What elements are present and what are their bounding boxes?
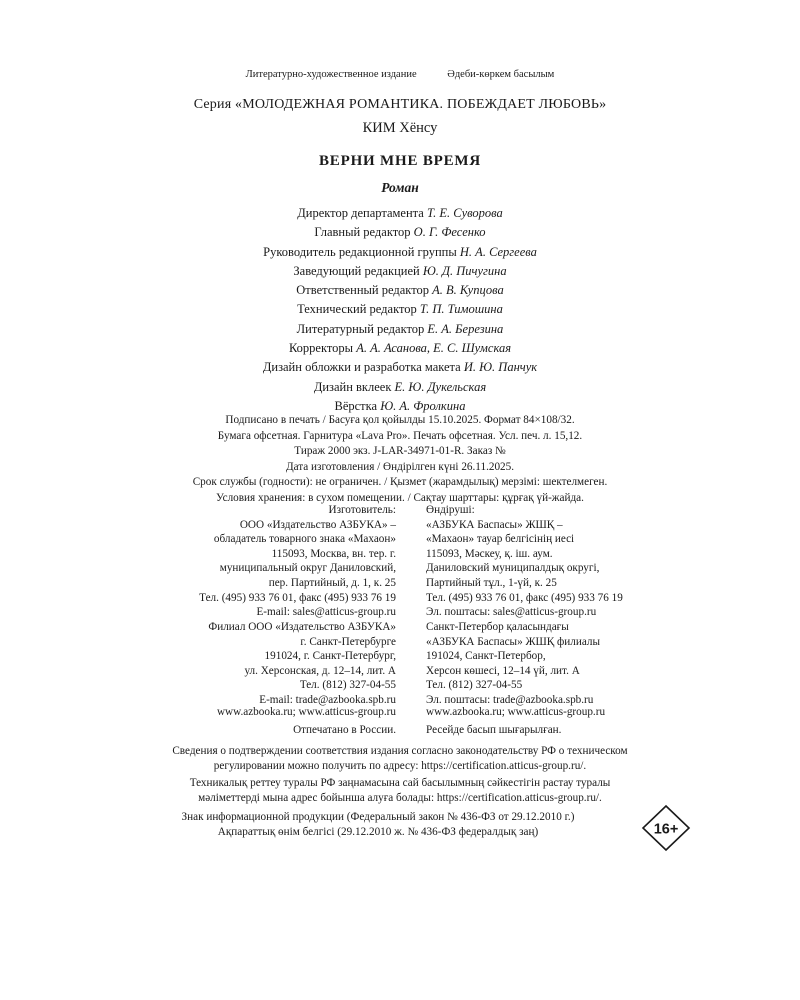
cert-line: Техникалық реттеу туралы РФ заңнамасына сай басылымның сәйкестігін растау туралы bbox=[189, 777, 611, 789]
address-line: Тел. (495) 933 76 01, факс (495) 933 76 19 bbox=[199, 591, 396, 604]
series-title: Серия «МОЛОДЕЖНАЯ РОМАНТИКА. ПОБЕЖДАЕТ ЛЮБОВЬ» bbox=[193, 97, 607, 112]
cert-line: регулировании можно получить по адресу: https://certification.atticus-group.ru/. bbox=[213, 759, 587, 772]
certification-ru bbox=[0, 744, 800, 773]
address-line: 115093, Москва, вн. тер. г. bbox=[271, 547, 396, 560]
address-line: обладатель товарного знака «Махаон» bbox=[213, 533, 396, 546]
staff-line bbox=[0, 300, 800, 319]
print-line: Бумага офсетная. Гарнитура «Lava Pro». Печать офсетная. Усл. печ. л. 15,12. bbox=[217, 429, 583, 442]
book-genre: Роман bbox=[381, 180, 419, 195]
staff-credits bbox=[0, 204, 800, 416]
printed-in-kz: Ресейде басып шығарылған. bbox=[426, 724, 562, 736]
print-line: Условия хранения: в сухом помещении. / Сақтау шарттары: құрғақ үй-жайда. bbox=[216, 491, 584, 504]
author-name: КИМ Хёнсу bbox=[362, 120, 438, 136]
print-details bbox=[0, 413, 800, 507]
address-line: Тел. (812) 327-04-55 bbox=[299, 679, 396, 692]
staff-line bbox=[0, 243, 800, 262]
certification-kz bbox=[0, 776, 800, 805]
info-product-sign bbox=[138, 810, 618, 839]
address-line: ООО «Издательство АЗБУКА» – bbox=[239, 518, 396, 531]
staff-person: Т. П. Тимошина bbox=[419, 302, 503, 317]
staff-person: Е. А. Березина bbox=[427, 321, 504, 336]
staff-person: А. В. Купцова bbox=[432, 283, 504, 298]
address-line: Филиал ООО «Издательство АЗБУКА» bbox=[208, 621, 396, 633]
edition-type-ru: Литературно-художественное издание bbox=[245, 69, 417, 80]
staff-person: Н. А. Сергеева bbox=[459, 244, 537, 259]
address-line: ул. Херсонская, д. 12–14, лит. А bbox=[244, 664, 396, 677]
staff-role: Руководитель редакционной группы bbox=[263, 244, 457, 259]
address-line: E-mail: sales@atticus-group.ru bbox=[256, 606, 396, 619]
address-line: Даниловский муниципалдық округі, bbox=[426, 562, 600, 575]
address-line: 191024, Санкт-Петербор, bbox=[426, 650, 546, 663]
address-line: г. Санкт-Петербурге bbox=[300, 635, 396, 648]
print-line: Дата изготовления / Өндірілген күні 26.11.2025. bbox=[285, 460, 515, 473]
staff-person: И. Ю. Панчук bbox=[463, 360, 538, 375]
staff-role: Главный редактор bbox=[314, 225, 411, 240]
sign-line-kz: Ақпараттық өнім белгісі (29.12.2010 ж. № 436-ФЗ федералдық заң) bbox=[217, 825, 539, 838]
staff-person: Е. Ю. Дукельская bbox=[394, 379, 487, 394]
book-title: ВЕРНИ МНЕ ВРЕМЯ bbox=[319, 153, 481, 169]
age-rating-badge bbox=[641, 804, 691, 852]
staff-role: Дизайн обложки и разработка макета bbox=[262, 360, 461, 375]
cert-line: Сведения о подтверждении соответствия издания согласно законодательству РФ о техническом bbox=[172, 745, 628, 757]
print-line: Тираж 2000 экз. J-LAR-34971-01-R. Заказ № bbox=[294, 445, 506, 458]
age-rating-label: 16+ bbox=[653, 821, 679, 838]
print-line: Срок службы (годности): не ограничен. / Қызмет (жарамдылық) мерзімі: шектелмеген. bbox=[192, 476, 608, 489]
address-line: Эл. поштасы: sales@atticus-group.ru bbox=[426, 606, 597, 619]
staff-role: Корректоры bbox=[288, 341, 354, 356]
staff-role: Ответственный редактор bbox=[296, 283, 429, 298]
printed-in-ru: Отпечатано в России. bbox=[293, 724, 396, 736]
branch-kz bbox=[426, 620, 600, 708]
staff-role: Вёрстка bbox=[334, 398, 378, 413]
sign-line-ru: Знак информационной продукции (Федеральный закон № 436-ФЗ от 29.12.2010 г.) bbox=[181, 811, 575, 823]
address-line: Тел. (495) 933 76 01, факс (495) 933 76 19 bbox=[426, 591, 623, 604]
address-line: Өндіруші: bbox=[426, 504, 475, 516]
address-line: муниципальный округ Даниловский, bbox=[219, 562, 396, 575]
staff-line bbox=[0, 281, 800, 300]
address-line: пер. Партийный, д. 1, к. 25 bbox=[268, 576, 396, 589]
staff-role: Директор департамента bbox=[297, 206, 424, 220]
staff-line bbox=[0, 262, 800, 281]
manufacturer-kz bbox=[426, 503, 623, 620]
address-line: Херсон көшесі, 12–14 үй, лит. А bbox=[426, 664, 580, 677]
staff-line bbox=[0, 378, 800, 397]
staff-role: Литературный редактор bbox=[296, 321, 425, 336]
branch-ru bbox=[208, 620, 396, 708]
address-line: Эл. поштасы: trade@azbooka.spb.ru bbox=[426, 693, 594, 706]
address-line: 115093, Мәскеу, қ. іш. аум. bbox=[426, 547, 553, 560]
website-ru: www.azbooka.ru; www.atticus-group.ru bbox=[216, 706, 396, 718]
address-line: E-mail: trade@azbooka.spb.ru bbox=[259, 693, 396, 706]
staff-person: Ю. Д. Пичугина bbox=[422, 263, 507, 278]
staff-line bbox=[0, 320, 800, 339]
address-line: 191024, г. Санкт-Петербург, bbox=[264, 650, 396, 663]
address-line: «АЗБУКА Баспасы» ЖШҚ филиалы bbox=[426, 635, 601, 648]
staff-line bbox=[0, 358, 800, 377]
manufacturer-ru bbox=[199, 503, 396, 620]
edition-type-line bbox=[0, 69, 800, 80]
address-line: Санкт-Петербор қаласындағы bbox=[426, 621, 569, 633]
address-line: «Махаон» тауар белгісінің иесі bbox=[426, 533, 575, 546]
address-line: Изготовитель: bbox=[328, 504, 396, 516]
edition-type-kz: Әдеби-көркем басылым bbox=[447, 69, 555, 80]
cert-line: мәліметтерді мына адрес бойынша алуға болады: https://certification.atticus-group.ru/. bbox=[198, 791, 602, 804]
staff-person: О. Г. Фесенко bbox=[413, 225, 486, 240]
staff-line bbox=[0, 339, 800, 358]
staff-role: Технический редактор bbox=[297, 302, 417, 317]
address-line: Партийный тұл., 1-үй, к. 25 bbox=[426, 576, 557, 589]
staff-role: Заведующий редакцией bbox=[293, 263, 420, 278]
address-line: «АЗБУКА Баспасы» ЖШҚ – bbox=[426, 518, 563, 531]
staff-person: Т. Е. Суворова bbox=[426, 206, 503, 220]
staff-person: Ю. А. Фролкина bbox=[380, 398, 466, 413]
print-line: Подписано в печать / Басуға қол қойылды 15.10.2025. Формат 84×108/32. bbox=[225, 414, 575, 426]
website-kz: www.azbooka.ru; www.atticus-group.ru bbox=[426, 706, 606, 718]
staff-person: А. А. Асанова, Е. С. Шумская bbox=[356, 341, 512, 356]
staff-role: Дизайн вклеек bbox=[313, 379, 392, 394]
address-line: Тел. (812) 327-04-55 bbox=[426, 679, 523, 692]
staff-line bbox=[0, 223, 800, 242]
staff-line bbox=[0, 204, 800, 223]
